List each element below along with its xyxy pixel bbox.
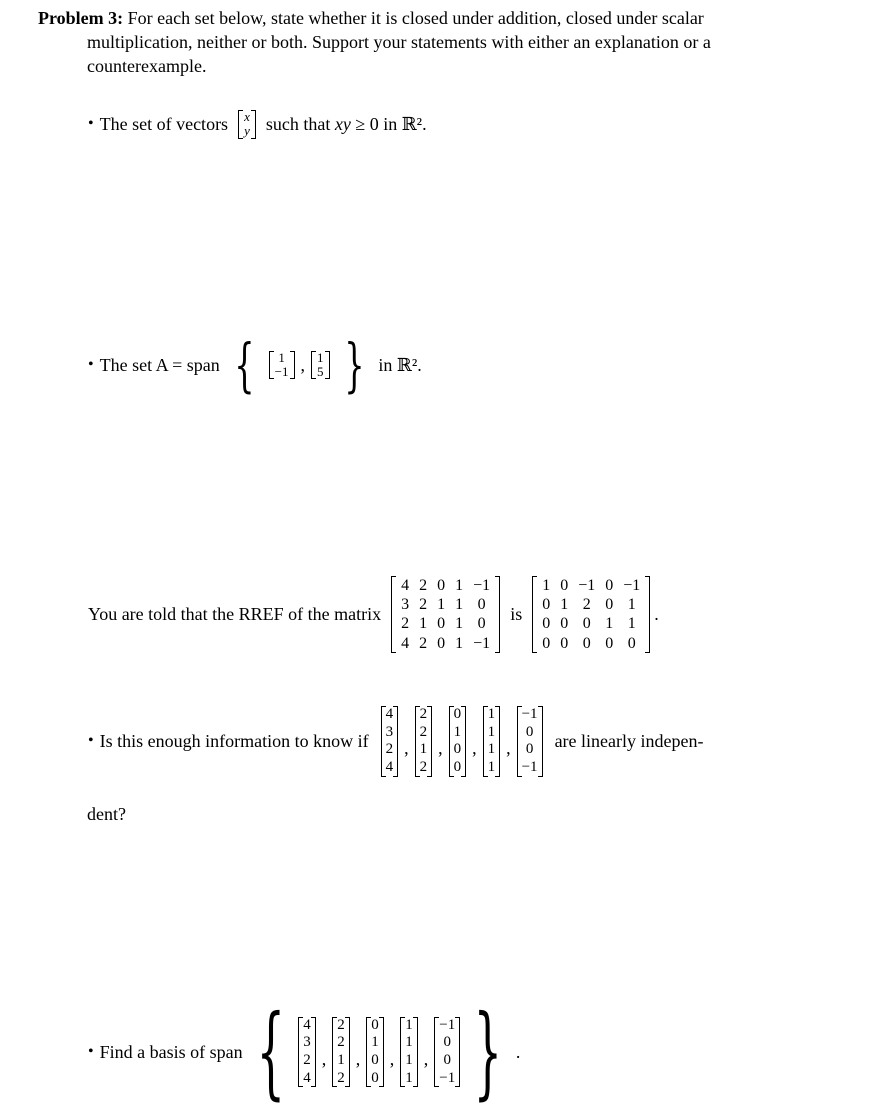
vector-entry: 4 bbox=[385, 759, 394, 776]
matrix-entry: −1 bbox=[578, 577, 596, 594]
vector-entry: 0 bbox=[453, 759, 462, 776]
vector-entry: 1 bbox=[337, 1052, 345, 1068]
vector-entry: 1 bbox=[405, 1016, 413, 1033]
item-1-condition: such that xy ≥ 0 in ℝ². bbox=[265, 113, 427, 134]
vector-entry: −1 bbox=[521, 706, 538, 722]
bullet: • bbox=[88, 1043, 94, 1060]
matrix-entry: 4 bbox=[401, 577, 410, 594]
vector-entry: 0 bbox=[371, 1016, 379, 1033]
column-vector bbox=[434, 1017, 460, 1088]
vector-entry: −1 bbox=[439, 1016, 456, 1033]
problem-line-1 bbox=[38, 8, 704, 29]
bullet: • bbox=[88, 115, 94, 133]
matrix-entry: 2 bbox=[401, 615, 410, 633]
rref-lead: You are told that the RREF of the matrix bbox=[88, 603, 382, 624]
vector-entry: 1 bbox=[487, 706, 496, 722]
vector-entry: 1 bbox=[405, 1034, 413, 1051]
column-vector bbox=[298, 1017, 316, 1088]
vector-entry: 2 bbox=[419, 723, 428, 740]
vector-entry: 3 bbox=[303, 1034, 311, 1051]
vector-entry: 4 bbox=[303, 1069, 311, 1086]
matrix-entry: 0 bbox=[605, 634, 614, 652]
vector-entry: 3 bbox=[385, 723, 394, 740]
right-brace: } bbox=[473, 993, 503, 1110]
matrix-entry: 0 bbox=[605, 596, 614, 614]
matrix-entry: 2 bbox=[582, 596, 591, 614]
vector-entry: 0 bbox=[525, 741, 534, 758]
item-4-vectors bbox=[298, 1017, 460, 1088]
vector-entry: 0 bbox=[525, 723, 534, 740]
item-2 bbox=[88, 331, 422, 399]
vector-entry: 0 bbox=[371, 1052, 379, 1068]
column-vector bbox=[415, 706, 433, 777]
column-vector bbox=[400, 1017, 418, 1088]
matrix-entry: 1 bbox=[455, 634, 464, 652]
problem-label: Problem 3: bbox=[38, 8, 124, 28]
matrix-entry: 0 bbox=[582, 634, 591, 652]
item-2-prefix: The set A = span bbox=[99, 354, 220, 375]
matrix-entry: 0 bbox=[560, 577, 569, 594]
matrix-entry: 0 bbox=[437, 634, 446, 652]
vector-entry: 5 bbox=[317, 364, 324, 379]
left-brace: { bbox=[234, 331, 255, 399]
vector-entry: 1 bbox=[405, 1052, 413, 1068]
matrix-entry: 0 bbox=[560, 615, 569, 633]
item-1 bbox=[88, 110, 427, 139]
comma: , bbox=[506, 737, 511, 758]
item-3-suffix: are linearly indepen- bbox=[554, 730, 704, 751]
matrix-entry: 1 bbox=[627, 615, 636, 633]
matrix-entry: 1 bbox=[419, 615, 428, 633]
vector-entry: x bbox=[244, 109, 250, 124]
column-vector bbox=[449, 706, 467, 777]
matrix-entry: 0 bbox=[437, 577, 446, 594]
vector-entry: 0 bbox=[443, 1034, 451, 1051]
bullet: • bbox=[88, 356, 94, 373]
column-vector bbox=[366, 1017, 384, 1088]
right-brace: } bbox=[343, 331, 365, 399]
matrix-entry: 1 bbox=[455, 577, 464, 594]
column-vector bbox=[483, 706, 501, 777]
vector-entry: 2 bbox=[303, 1052, 311, 1068]
vector-entry: 1 bbox=[371, 1034, 379, 1051]
item-4-end: . bbox=[515, 1041, 521, 1062]
matrix-entry: 2 bbox=[419, 577, 428, 594]
left-brace: { bbox=[256, 993, 285, 1110]
matrix-entry: 0 bbox=[560, 634, 569, 652]
item-2-suffix: in ℝ². bbox=[378, 354, 422, 375]
matrix-entry: 1 bbox=[455, 615, 464, 633]
vector-entry: 1 bbox=[487, 723, 496, 740]
vector-entry: 2 bbox=[385, 741, 394, 758]
item-3-vectors bbox=[381, 706, 543, 777]
vector-entry: −1 bbox=[274, 364, 289, 379]
matrix-entry: −1 bbox=[473, 634, 491, 652]
vector-entry: 2 bbox=[419, 706, 428, 722]
problem-intro-2: multiplication, neither or both. Support your statements with either an explanation or a bbox=[87, 32, 711, 52]
matrix-entry: 2 bbox=[419, 634, 428, 652]
vector-entry: 1 bbox=[419, 741, 428, 758]
matrix-entry: 3 bbox=[401, 596, 410, 614]
vector-entry: −1 bbox=[521, 759, 538, 776]
item-4 bbox=[88, 993, 521, 1110]
item-1-prefix: The set of vectors bbox=[99, 113, 229, 134]
matrix-entry: 1 bbox=[560, 596, 569, 614]
comma: , bbox=[300, 354, 305, 375]
comma: , bbox=[321, 1048, 327, 1069]
item-1-vector bbox=[238, 110, 256, 139]
item-3-continuation: dent? bbox=[87, 804, 126, 824]
column-vector bbox=[381, 706, 399, 777]
column-vector bbox=[517, 706, 543, 777]
vector-entry: 1 bbox=[278, 349, 285, 365]
vector-entry: 0 bbox=[453, 706, 462, 722]
item-3 bbox=[88, 706, 703, 777]
vector-entry: 1 bbox=[453, 723, 462, 740]
vector-entry: 1 bbox=[487, 759, 496, 776]
matrix-entry: 0 bbox=[542, 615, 551, 633]
matrix-entry: 0 bbox=[477, 596, 486, 614]
matrix-entry: 1 bbox=[605, 615, 614, 633]
item-4-prefix: Find a basis of span bbox=[99, 1041, 243, 1062]
matrix-a bbox=[391, 576, 500, 653]
rref-statement bbox=[88, 576, 659, 653]
matrix-entry: 0 bbox=[542, 596, 551, 614]
comma: , bbox=[404, 737, 409, 758]
matrix-entry: 0 bbox=[437, 615, 446, 633]
matrix-entry: 1 bbox=[542, 577, 551, 594]
vector-entry: 2 bbox=[419, 759, 428, 776]
vector-entry: −1 bbox=[439, 1069, 456, 1086]
matrix-entry: 1 bbox=[437, 596, 446, 614]
vector-entry: 2 bbox=[337, 1016, 345, 1033]
rref-end: . bbox=[654, 603, 659, 624]
bullet: • bbox=[88, 732, 94, 750]
vector-entry: 4 bbox=[303, 1016, 311, 1033]
matrix-entry: 4 bbox=[401, 634, 410, 652]
matrix-entry: 0 bbox=[627, 634, 636, 652]
comma: , bbox=[472, 737, 477, 758]
vector-entry: 0 bbox=[371, 1069, 379, 1086]
vector-entry: 1 bbox=[487, 741, 496, 758]
comma: , bbox=[438, 737, 443, 758]
matrix-entry: −1 bbox=[623, 577, 641, 594]
matrix-entry: 2 bbox=[419, 596, 428, 614]
comma: , bbox=[389, 1048, 395, 1069]
matrix-rref bbox=[532, 576, 650, 653]
matrix-entry: 1 bbox=[627, 596, 636, 614]
comma: , bbox=[355, 1048, 361, 1069]
matrix-entry: 0 bbox=[605, 577, 614, 594]
problem-intro-3: counterexample. bbox=[87, 56, 207, 76]
comma: , bbox=[423, 1048, 429, 1069]
vector-entry: 1 bbox=[317, 349, 324, 365]
vector-entry: 4 bbox=[385, 706, 394, 722]
vector-entry: 2 bbox=[337, 1034, 345, 1051]
matrix-entry: 0 bbox=[542, 634, 551, 652]
rref-is: is bbox=[510, 603, 523, 624]
vector-entry: y bbox=[244, 123, 250, 139]
matrix-entry: 1 bbox=[455, 596, 464, 614]
item-2-vector-1 bbox=[269, 351, 295, 380]
vector-entry: 0 bbox=[453, 741, 462, 758]
matrix-entry: 0 bbox=[477, 615, 486, 633]
column-vector bbox=[332, 1017, 350, 1088]
item-3-prefix: Is this enough information to know if bbox=[99, 730, 369, 751]
vector-entry: 0 bbox=[443, 1052, 451, 1068]
vector-entry: 2 bbox=[337, 1069, 345, 1086]
problem-intro-1: For each set below, state whether it is closed under addition, closed under scalar bbox=[127, 8, 704, 28]
matrix-entry: 0 bbox=[582, 615, 591, 633]
matrix-entry: −1 bbox=[473, 577, 491, 594]
vector-entry: 1 bbox=[405, 1069, 413, 1086]
item-2-vector-2 bbox=[311, 351, 330, 380]
